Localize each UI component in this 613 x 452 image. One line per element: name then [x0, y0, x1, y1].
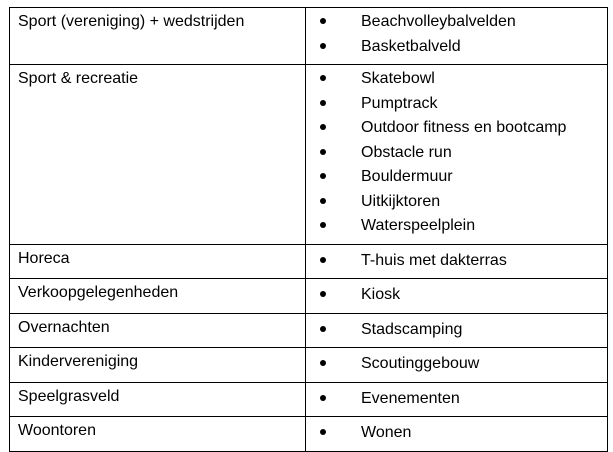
table-row: [10, 382, 608, 417]
bullet-icon: [320, 429, 326, 435]
bullet-list: [306, 285, 607, 310]
table-row: [10, 244, 608, 279]
table-row: [10, 8, 608, 65]
category-cell: Speelgrasveld: [10, 382, 306, 417]
list-item: [306, 354, 607, 379]
list-item-label: Obstacle run: [361, 143, 452, 161]
list-item: [306, 423, 607, 448]
list-item-label: Outdoor fitness en bootcamp: [361, 119, 567, 136]
program-table: [9, 7, 608, 452]
bullet-icon: [320, 326, 326, 332]
items-cell: [306, 65, 608, 245]
table-row: [10, 279, 608, 314]
bullet-list: [306, 354, 607, 379]
category-cell: Sport (vereniging) + wedstrijden: [10, 8, 306, 65]
bullet-icon: [320, 257, 326, 263]
bullet-icon: [320, 173, 326, 179]
bullet-icon: [320, 18, 326, 24]
list-item: [306, 118, 607, 143]
items-cell: [306, 8, 608, 65]
list-item: [306, 37, 607, 62]
bullet-list: [306, 320, 607, 345]
list-item-label: Skatebowl: [361, 70, 435, 87]
bullet-icon: [320, 198, 326, 204]
list-item: [306, 251, 607, 276]
bullet-list: [306, 389, 607, 414]
category-cell: Kindervereniging: [10, 348, 306, 383]
list-item-label: Evenementen: [361, 389, 460, 407]
list-item: [306, 389, 607, 414]
items-cell: [306, 382, 608, 417]
table-row: [10, 313, 608, 348]
bullet-list: [306, 423, 607, 448]
items-cell: [306, 417, 608, 452]
table-row: [10, 65, 608, 245]
bullet-list: [306, 69, 607, 241]
category-cell: Sport & recreatie: [10, 65, 306, 245]
bullet-icon: [320, 124, 326, 130]
bullet-icon: [320, 149, 326, 155]
bullet-icon: [320, 222, 326, 228]
bullet-icon: [320, 75, 326, 81]
list-item-label: Basketbalveld: [361, 37, 461, 55]
list-item: [306, 320, 607, 345]
bullet-list: [306, 12, 607, 61]
list-item-label: Bouldermuur: [361, 168, 453, 185]
list-item-label: Beachvolleybalvelden: [361, 13, 516, 30]
list-item-label: Wonen: [361, 424, 412, 441]
bullet-list: [306, 251, 607, 276]
list-item: [306, 285, 607, 310]
list-item: [306, 167, 607, 192]
list-item-label: Kiosk: [361, 286, 401, 303]
list-item: [306, 143, 607, 168]
category-cell: Overnachten: [10, 313, 306, 348]
bullet-icon: [320, 360, 326, 366]
table-row: [10, 348, 608, 383]
category-cell: Horeca: [10, 244, 306, 279]
bullet-icon: [320, 43, 326, 49]
bullet-icon: [320, 100, 326, 106]
list-item-label: Stadscamping: [361, 320, 463, 338]
items-cell: [306, 279, 608, 314]
bullet-icon: [320, 395, 326, 401]
list-item-label: Scoutinggebouw: [361, 355, 480, 372]
list-item-label: Uitkijktoren: [361, 192, 441, 210]
list-item-label: T-huis met dakterras: [361, 251, 507, 269]
list-item: [306, 192, 607, 217]
list-item-label: Pumptrack: [361, 94, 438, 112]
category-cell: Woontoren: [10, 417, 306, 452]
items-cell: [306, 313, 608, 348]
list-item-label: Waterspeelplein: [361, 217, 476, 234]
list-item: [306, 12, 607, 37]
category-cell: Verkoopgelegenheden: [10, 279, 306, 314]
list-item: [306, 216, 607, 241]
table-row: [10, 417, 608, 452]
list-item: [306, 69, 607, 94]
bullet-icon: [320, 291, 326, 297]
items-cell: [306, 348, 608, 383]
items-cell: [306, 244, 608, 279]
list-item: [306, 94, 607, 119]
